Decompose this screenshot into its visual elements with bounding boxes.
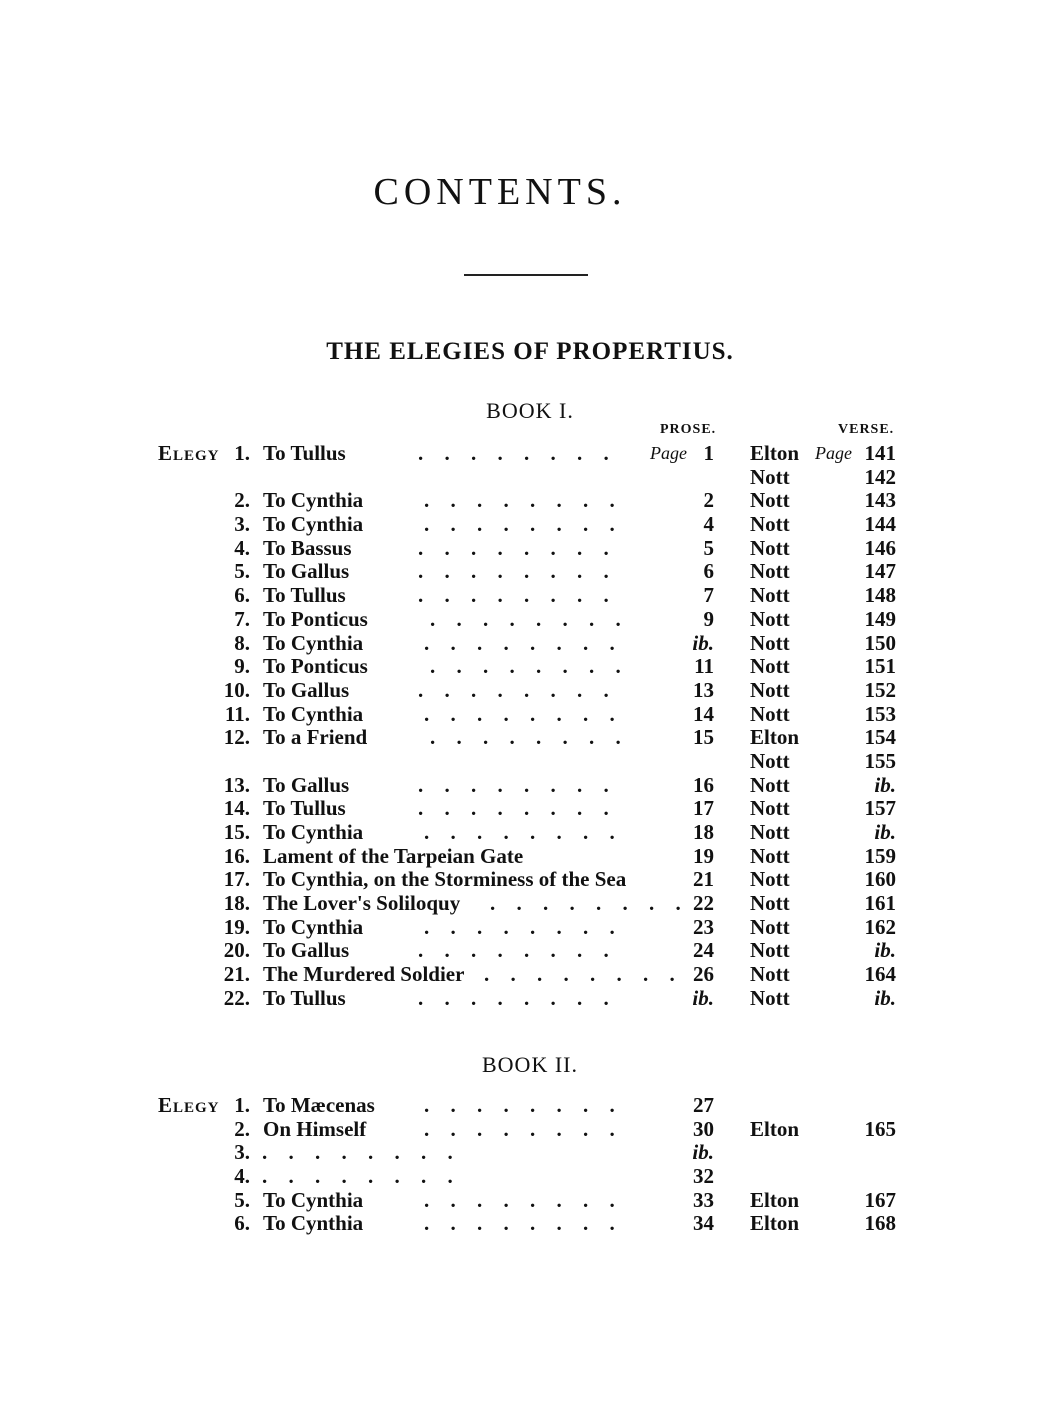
elegy-number: 14.: [223, 796, 250, 821]
elegy-title: To Bassus: [263, 535, 352, 560]
elegy-number: 1.: [234, 1093, 250, 1117]
elegy-number: 21.: [223, 962, 250, 987]
elegy-title: To Tullus: [263, 985, 346, 1010]
contents-row: [0, 916, 1000, 940]
verse-page: ib.: [874, 772, 896, 797]
verse-column-header: VERSE.: [838, 422, 895, 437]
prose-page: 19: [693, 843, 714, 868]
elegy-title: To Mæcenas: [263, 1093, 375, 1117]
leader-dots: . . . . . . . .: [418, 796, 617, 821]
leader-dots: . . . . . . . .: [418, 938, 617, 963]
elegy-number: 10.: [223, 677, 250, 702]
contents-row: [0, 560, 1000, 584]
prose-page: 11: [694, 654, 714, 679]
leader-dots: . . . . . . . .: [430, 725, 629, 750]
elegy-number: 22.: [223, 985, 250, 1010]
contents-row: [0, 726, 1000, 750]
contents-row: [0, 963, 1000, 987]
contents-row: [0, 1141, 1000, 1165]
prose-page: 15: [693, 725, 714, 750]
elegy-title: To Cynthia: [263, 630, 364, 655]
verse-page: 146: [864, 535, 896, 560]
elegy-title: To Cynthia: [263, 914, 364, 939]
translator-name: Nott: [750, 630, 790, 655]
elegy-number: 8.: [234, 630, 250, 655]
prose-page: 5: [703, 535, 714, 560]
leader-dots: . . . . . . . .: [424, 1093, 623, 1117]
contents-row: [0, 537, 1000, 561]
leader-dots: . . . . . . . .: [262, 1140, 461, 1165]
leader-dots: . . . . . . . .: [430, 654, 629, 679]
translator-name: Nott: [750, 559, 790, 584]
prose-page: 7: [703, 583, 714, 608]
verse-page: 164: [864, 962, 896, 987]
elegy-number: 5.: [234, 1187, 250, 1212]
contents-row: [0, 655, 1000, 679]
contents-row: [0, 750, 1000, 774]
prose-page: 30: [693, 1116, 714, 1141]
prose-page: 13: [693, 677, 714, 702]
elegy-number: 6.: [234, 583, 250, 608]
verse-page: 153: [864, 701, 896, 726]
contents-row: [0, 489, 1000, 513]
contents-row: [0, 1165, 1000, 1189]
prose-page: ib.: [692, 1140, 714, 1165]
elegy-title: To Cynthia: [263, 512, 364, 537]
leader-dots: . . . . . . . .: [418, 772, 617, 797]
contents-row: [0, 939, 1000, 963]
translator-name: Nott: [750, 606, 790, 631]
leader-dots: . . . . . . . .: [424, 488, 623, 513]
translator-name: Nott: [750, 535, 790, 560]
elegy-number: 2.: [234, 488, 250, 513]
translator-name: Elton: [750, 1211, 800, 1236]
prose-page: 18: [693, 820, 714, 844]
verse-page: 147: [864, 559, 896, 584]
verse-page: 167: [864, 1187, 896, 1212]
leader-dots: . . . . . . . .: [424, 1187, 623, 1212]
leader-dots: . . . . . . . .: [424, 630, 623, 655]
elegy-title: Lament of the Tarpeian Gate: [263, 843, 524, 868]
elegy-title: To Gallus: [263, 772, 350, 797]
contents-row: [0, 892, 1000, 916]
elegy-title: To Cynthia, on the Storminess of the Sea: [263, 867, 627, 892]
elegy-number: 11.: [224, 701, 250, 726]
translator-name: Nott: [750, 914, 790, 939]
leader-dots: . . . . . . . .: [418, 535, 617, 560]
elegy-title: To a Friend: [263, 725, 368, 750]
contents-row: [0, 845, 1000, 869]
translator-name: Nott: [750, 938, 790, 963]
prose-page: 4: [703, 512, 714, 537]
verse-page: 144: [864, 512, 896, 537]
verse-page: 154: [864, 725, 896, 750]
page-title: CONTENTS.: [373, 171, 627, 213]
leader-dots: . . . . . . . .: [418, 559, 617, 584]
elegy-title: To Cynthia: [263, 701, 364, 726]
contents-row: [0, 608, 1000, 632]
book1-heading: BOOK I.: [486, 398, 574, 423]
elegy-number: 1.: [234, 441, 250, 465]
verse-page: 162: [864, 914, 896, 939]
elegy-title: To Gallus: [263, 938, 350, 963]
elegy-number: 20.: [223, 938, 250, 963]
book2-contents-list: [0, 1094, 1000, 1236]
translator-name: Nott: [750, 464, 790, 489]
contents-row: [0, 774, 1000, 798]
verse-page: ib.: [874, 820, 896, 844]
verse-page: 157: [864, 796, 896, 821]
prose-page: ib.: [692, 630, 714, 655]
prose-page: 26: [693, 962, 714, 987]
translator-name: Nott: [750, 512, 790, 537]
prose-page: 9: [703, 606, 714, 631]
elegy-label: Elegy: [158, 1093, 220, 1117]
translator-name: Elton: [750, 1187, 800, 1212]
elegy-title: To Cynthia: [263, 488, 364, 513]
leader-dots: . . . . . . . .: [418, 677, 617, 702]
verse-page: 142: [864, 464, 896, 489]
verse-page: 148: [864, 583, 896, 608]
elegy-number: 16.: [223, 843, 250, 868]
translator-name: Nott: [750, 583, 790, 608]
translator-name: Nott: [750, 796, 790, 821]
elegy-number: 4.: [234, 1164, 250, 1189]
verse-page: 150: [864, 630, 896, 655]
translator-name: Nott: [750, 677, 790, 702]
verse-page: 152: [864, 677, 896, 702]
elegy-title: To Tullus: [263, 583, 346, 608]
title-rule: [464, 274, 588, 276]
leader-dots: . . . . . . . .: [490, 891, 689, 916]
contents-row: [0, 1189, 1000, 1213]
contents-row: [0, 987, 1000, 1011]
verse-page: 165: [864, 1116, 896, 1141]
elegy-label: Elegy: [158, 441, 220, 465]
elegy-title: To Ponticus: [263, 654, 368, 679]
elegy-number: 13.: [223, 772, 250, 797]
prose-page: 14: [693, 701, 714, 726]
verse-page: 155: [864, 748, 896, 773]
leader-dots: . . . . . . . .: [418, 441, 617, 465]
prose-page: 32: [693, 1164, 714, 1189]
elegy-number: 3.: [234, 512, 250, 537]
contents-row: [0, 466, 1000, 490]
verse-page: 141: [864, 441, 896, 465]
elegy-title: To Gallus: [263, 677, 350, 702]
elegy-number: 5.: [234, 559, 250, 584]
leader-dots: . . . . . . . .: [424, 512, 623, 537]
translator-name: Nott: [750, 891, 790, 916]
contents-row: [0, 1212, 1000, 1236]
translator-name: Nott: [750, 867, 790, 892]
leader-dots: . . . . . . . .: [424, 1116, 623, 1141]
work-title: THE ELEGIES OF PROPERTIUS.: [326, 338, 734, 365]
elegy-title: To Ponticus: [263, 606, 368, 631]
elegy-title: On Himself: [263, 1116, 367, 1141]
verse-page: 160: [864, 867, 896, 892]
translator-name: Nott: [750, 654, 790, 679]
page-label: Page: [650, 443, 687, 463]
elegy-number: 2.: [234, 1116, 250, 1141]
contents-row: [0, 1094, 1000, 1118]
translator-name: Nott: [750, 772, 790, 797]
prose-page: 27: [693, 1093, 714, 1117]
leader-dots: . . . . . . . .: [484, 962, 683, 987]
contents-row: [0, 632, 1000, 656]
contents-row: [0, 442, 1000, 466]
leader-dots: . . . . . . . .: [424, 701, 623, 726]
translator-name: Elton: [750, 441, 800, 465]
elegy-number: 17.: [223, 867, 250, 892]
prose-page: 2: [703, 488, 714, 513]
elegy-number: 19.: [223, 914, 250, 939]
verse-page: 161: [864, 891, 896, 916]
prose-page: 22: [693, 891, 714, 916]
elegy-number: 4.: [234, 535, 250, 560]
contents-row: [0, 703, 1000, 727]
elegy-title: To Cynthia: [263, 820, 364, 844]
prose-page: 17: [693, 796, 714, 821]
prose-page: 34: [693, 1211, 714, 1236]
leader-dots: . . . . . . . .: [418, 985, 617, 1010]
translator-name: Nott: [750, 962, 790, 987]
prose-column-header: PROSE.: [660, 422, 717, 437]
translator-name: Nott: [750, 701, 790, 726]
translator-name: Nott: [750, 985, 790, 1010]
contents-row: [0, 797, 1000, 821]
contents-row: [0, 868, 1000, 892]
translator-name: Elton: [750, 1116, 800, 1141]
elegy-title: To Cynthia: [263, 1187, 364, 1212]
leader-dots: . . . . . . . .: [424, 1211, 623, 1236]
prose-page: 23: [693, 914, 714, 939]
elegy-number: 12.: [223, 725, 250, 750]
elegy-number: 18.: [223, 891, 250, 916]
elegy-title: The Murdered Soldier: [263, 962, 465, 987]
leader-dots: . . . . . . . .: [418, 583, 617, 608]
contents-row: [0, 513, 1000, 537]
translator-name: Nott: [750, 748, 790, 773]
elegy-number: 6.: [234, 1211, 250, 1236]
verse-page: 151: [864, 654, 896, 679]
verse-page: 159: [864, 843, 896, 868]
translator-name: Nott: [750, 488, 790, 513]
elegy-title: To Gallus: [263, 559, 350, 584]
book2-heading: BOOK II.: [482, 1052, 578, 1077]
leader-dots: . . . . . . . .: [424, 914, 623, 939]
verse-page: ib.: [874, 938, 896, 963]
translator-name: Nott: [750, 820, 790, 844]
prose-page: 24: [693, 938, 714, 963]
contents-row: [0, 679, 1000, 703]
book1-contents-list: [0, 442, 1000, 1011]
verse-page: ib.: [874, 985, 896, 1010]
leader-dots: . . . . . . . .: [430, 606, 629, 631]
contents-row: [0, 584, 1000, 608]
contents-row: [0, 1118, 1000, 1142]
elegy-number: 7.: [234, 606, 250, 631]
translator-name: Elton: [750, 725, 800, 750]
prose-page: ib.: [692, 985, 714, 1010]
leader-dots: . . . . . . . .: [262, 1164, 461, 1189]
elegy-title: To Tullus: [263, 796, 346, 821]
elegy-title: To Cynthia: [263, 1211, 364, 1236]
elegy-number: 9.: [234, 654, 250, 679]
elegy-title: The Lover's Soliloquy: [263, 891, 461, 916]
contents-row: [0, 821, 1000, 845]
prose-page: 1: [703, 441, 714, 465]
elegy-number: 15.: [223, 820, 250, 844]
prose-page: 16: [693, 772, 714, 797]
translator-name: Nott: [750, 843, 790, 868]
verse-page: 149: [864, 606, 896, 631]
elegy-number: 3.: [234, 1140, 250, 1165]
prose-page: 21: [693, 867, 714, 892]
verse-page-label: Page: [815, 443, 852, 463]
prose-page: 6: [703, 559, 714, 584]
verse-page: 168: [864, 1211, 896, 1236]
leader-dots: . . . . . . . .: [424, 820, 623, 844]
prose-page: 33: [693, 1187, 714, 1212]
verse-page: 143: [864, 488, 896, 513]
elegy-title: To Tullus: [263, 441, 346, 465]
